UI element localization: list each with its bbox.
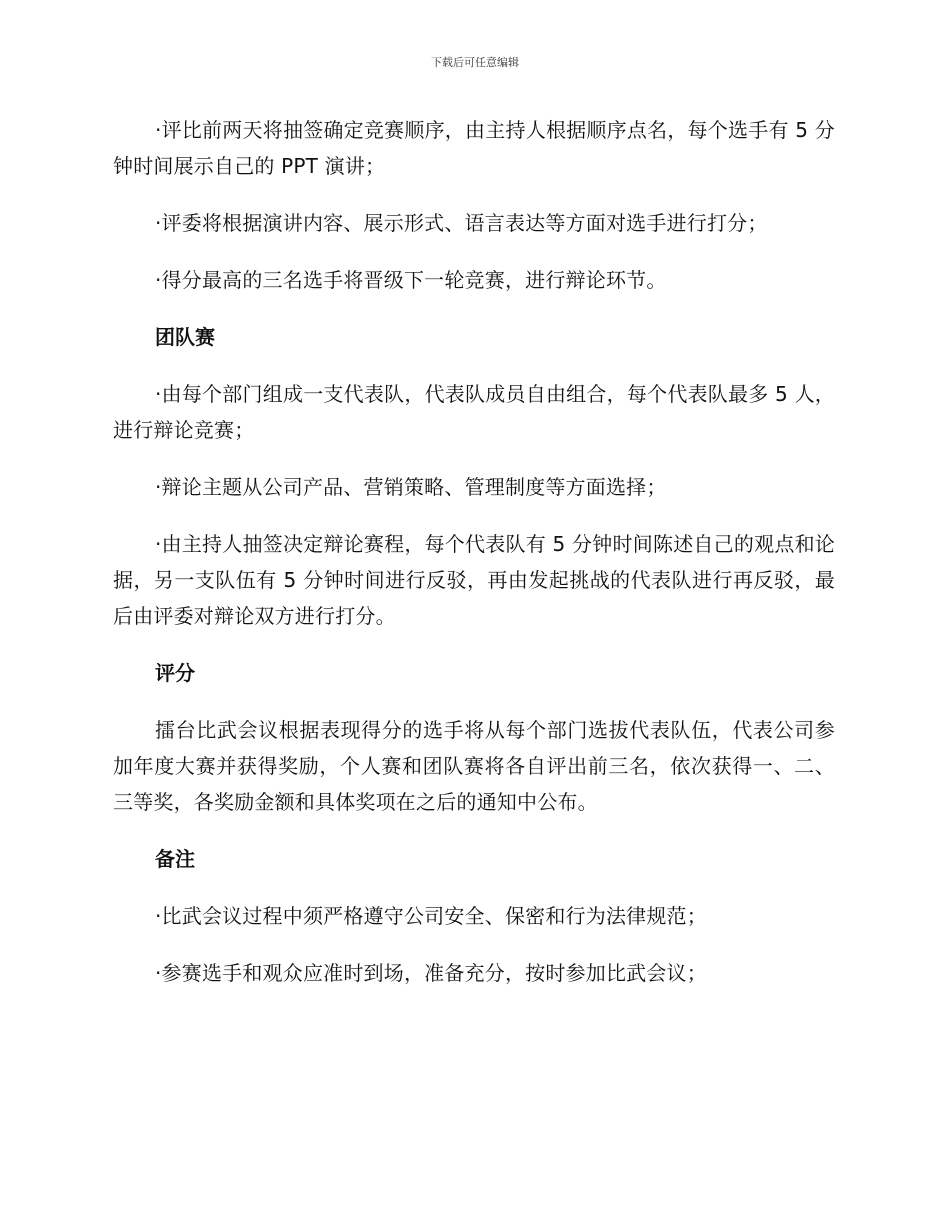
document-body [113, 112, 835, 1012]
note-punctuality: ·参赛选手和观众应准时到场，准备充分，按时参加比武会议； [155, 961, 707, 985]
section-heading-team: 团队赛 [155, 325, 215, 349]
rule-advancement: ·得分最高的三名选手将晋级下一轮竞赛，进行辩论环节。 [155, 268, 667, 292]
section-heading-scoring: 评分 [155, 661, 195, 685]
rule-debate-topics: ·辩论主题从公司产品、营销策略、管理制度等方面选择； [155, 475, 667, 499]
rule-judging-criteria: ·评委将根据演讲内容、展示形式、语言表达等方面对选手进行打分； [155, 211, 768, 235]
rule-debate-procedure: ·由主持人抽签决定辩论赛程，每个代表队有 5 分钟时间陈述自己的观点和论据，另一支队伍有 5 分钟时间进行反驳，再由发起挑战的代表队进行再反驳，最后由评委对辩论双方进行打分。 [113, 532, 835, 628]
scoring-description: 擂台比武会议根据表现得分的选手将从每个部门选拔代表队伍，代表公司参加年度大赛并获得奖励，个人赛和团队赛将各自评出前三名，依次获得一、二、三等奖，各奖励金额和具体奖项在之后的通知中公布。 [113, 718, 835, 814]
section-heading-notes: 备注 [155, 847, 195, 871]
note-compliance: ·比武会议过程中须严格遵守公司安全、保密和行为法律规范； [155, 904, 707, 928]
rule-draw-order: ·评比前两天将抽签确定竞赛顺序，由主持人根据顺序点名，每个选手有 5 分钟时间展示自己的 PPT 演讲； [113, 118, 835, 178]
rule-team-formation: ·由每个部门组成一支代表队，代表队成员自由组合，每个代表队最多 5 人，进行辩论竞赛； [113, 382, 835, 442]
page-header-note: 下载后可任意编辑 [431, 56, 519, 69]
